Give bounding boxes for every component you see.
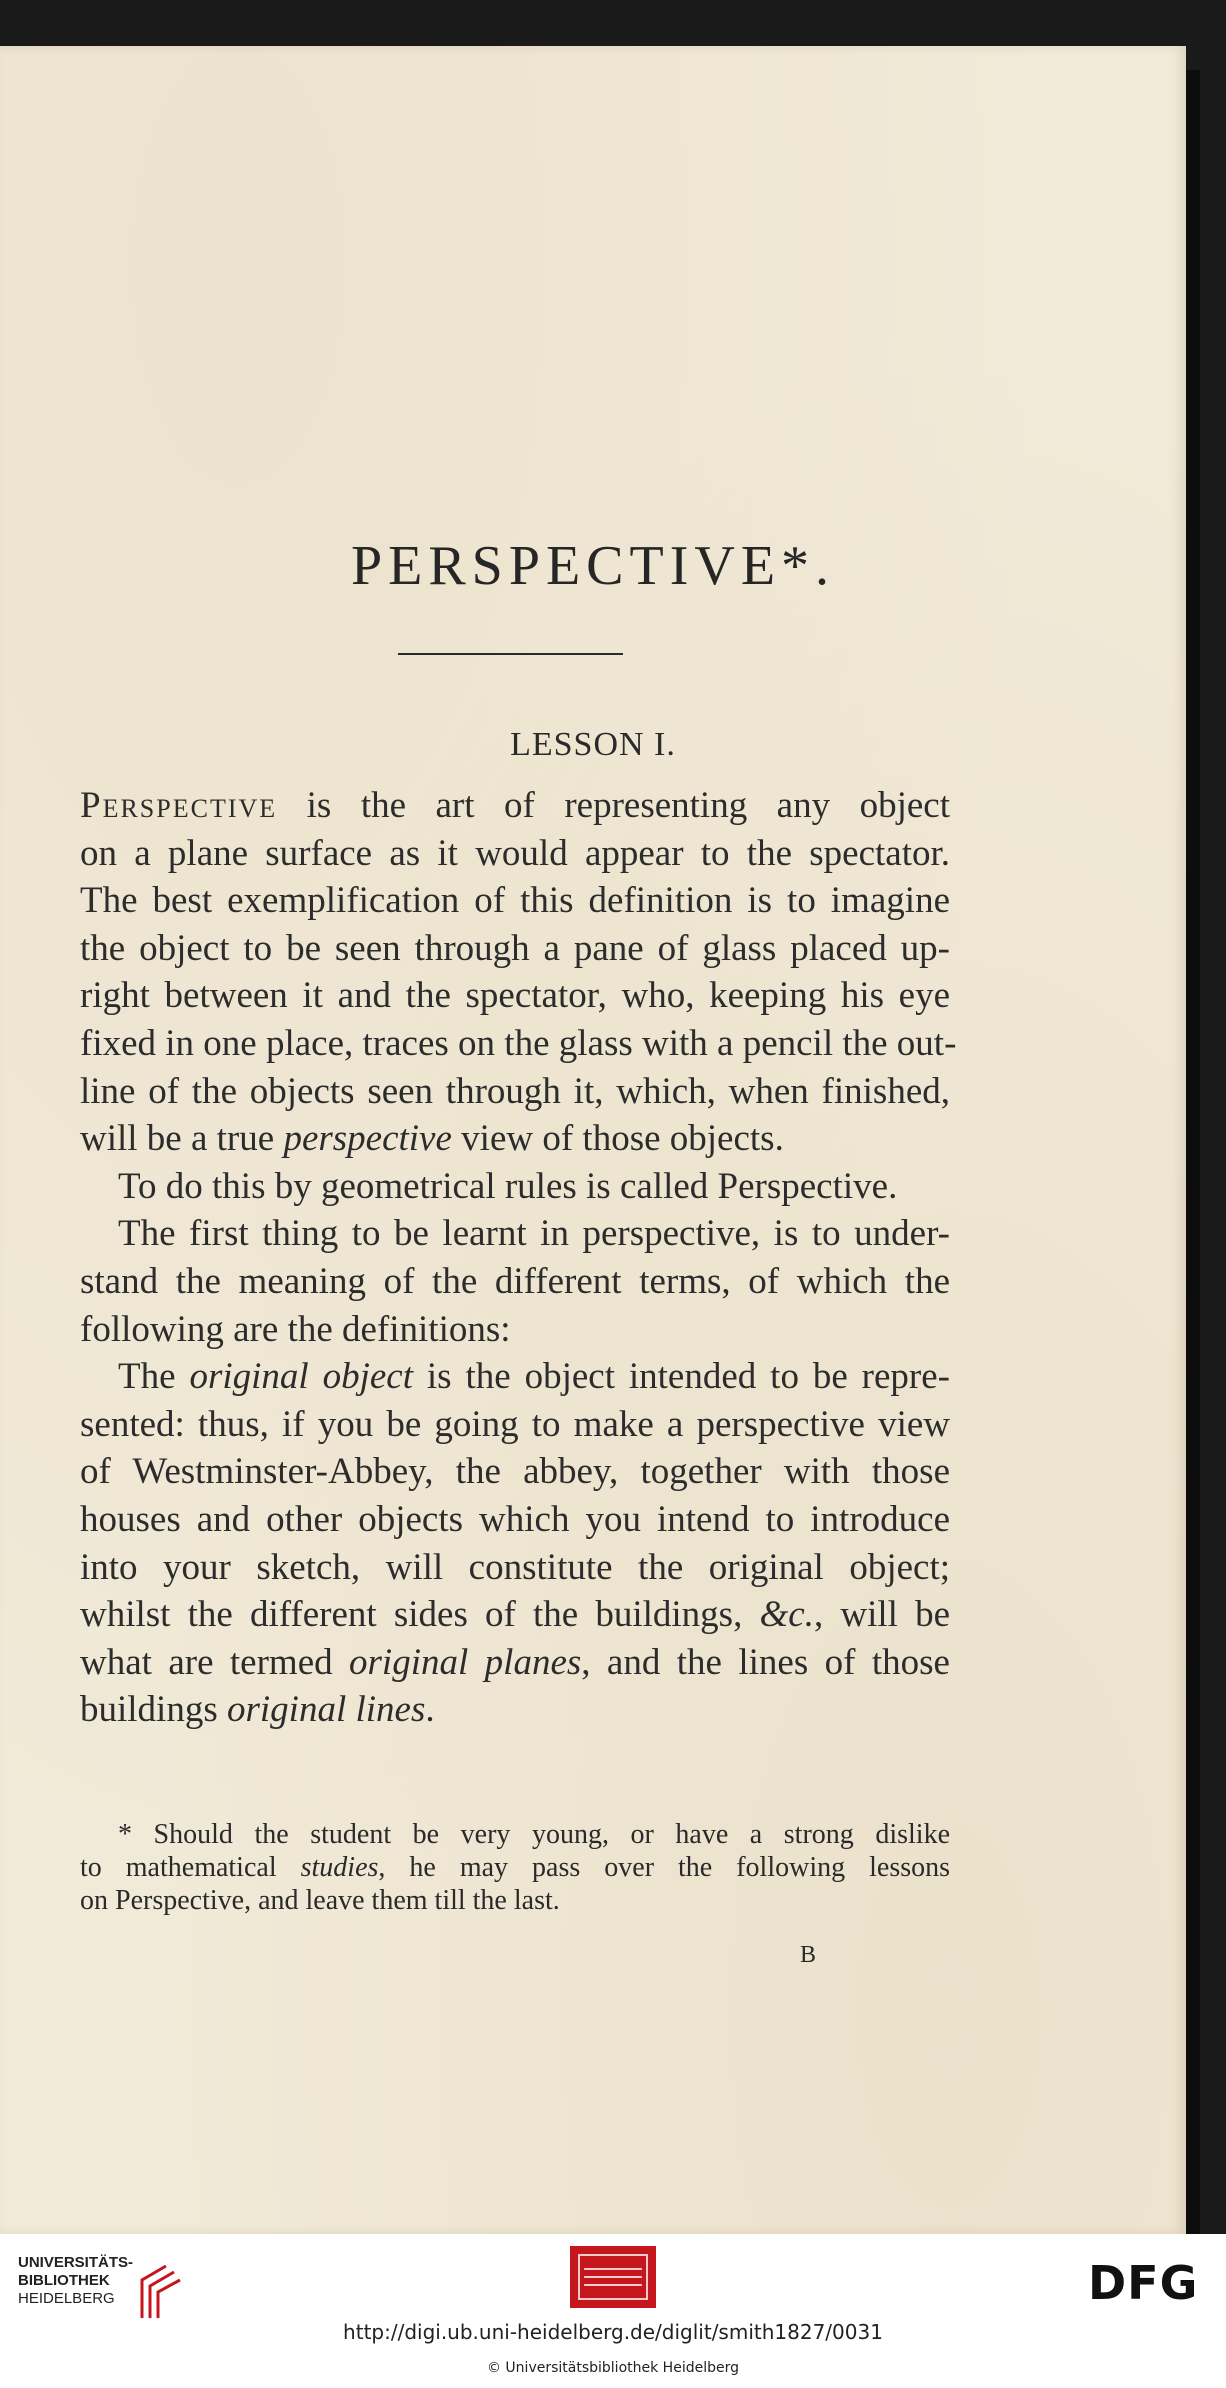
copyright-notice: © Universitätsbibliothek Heidelberg (486, 2360, 739, 2376)
text-run: The best exemplification of this definition is to imagine (80, 880, 950, 922)
text-run: buildings (80, 1689, 227, 1731)
text-run: The first thing to be learnt in perspective, is to under- (118, 1213, 950, 1255)
paragraph-line (80, 1401, 950, 1449)
text-run: into your sketch, will constitute the original object; (80, 1546, 950, 1588)
lesson-heading: LESSON I. (510, 726, 676, 763)
library-mark-icon (136, 2260, 186, 2324)
text-run: sented: thus, if you be going to make a perspective view (80, 1403, 950, 1445)
footnote-line (80, 1818, 950, 1851)
text-run: The (118, 1356, 190, 1398)
footer-bar (0, 2234, 1226, 2388)
paragraph-line (80, 1496, 950, 1544)
paragraph-line (80, 1591, 950, 1639)
text-run: following are the definitions: (80, 1308, 511, 1350)
text-run: stand the meaning of the different terms, of which the (80, 1260, 950, 1302)
page-title: PERSPECTIVE*. (350, 535, 836, 597)
text-run: on a plane surface as it would appear to the spectator. (80, 832, 950, 874)
paragraph-line (80, 1686, 950, 1734)
paragraph-line (80, 1448, 950, 1496)
paragraph-line (80, 830, 950, 878)
scanned-page (0, 46, 1186, 2234)
italic-text: original object (189, 1356, 413, 1398)
paragraph-line (80, 1258, 950, 1306)
footnote-line (80, 1851, 950, 1884)
text-run: , will be (813, 1594, 951, 1636)
library-name-line1: UNIVERSITÄTS- (18, 2254, 134, 2271)
text-run: view of those objects. (451, 1118, 784, 1160)
paragraph-line (80, 1163, 950, 1211)
paragraph-line (80, 1639, 950, 1687)
text-run: is the art of representing any object (277, 785, 950, 826)
small-caps-text: Perspective (80, 785, 278, 826)
body-text (80, 782, 957, 1734)
page-edge-shadow (1186, 70, 1200, 2234)
italic-text: original planes (349, 1641, 582, 1683)
paragraph-line (80, 1115, 950, 1163)
text-run: fixed in one place, traces on the glass with a pencil the out- (80, 1022, 957, 1064)
permalink-url[interactable]: http://digi.ub.uni-heidelberg.de/diglit/smith1827/0031 (343, 2320, 883, 2344)
text-run: on Perspective, and leave them till the last. (80, 1885, 560, 1916)
text-run: * Should the student be very young, or have a strong dislike (118, 1819, 950, 1850)
text-run: , he may pass over the following lessons (378, 1852, 951, 1883)
text-run: will be a true (80, 1118, 284, 1160)
signature-mark: B (800, 1942, 817, 1968)
text-run: what are termed (80, 1641, 350, 1683)
paragraph-line (80, 1353, 950, 1401)
paragraph-line (80, 972, 950, 1020)
text-run: of Westminster-Abbey, the abbey, together with those (80, 1451, 950, 1493)
text-run: . (425, 1689, 435, 1731)
italic-text: studies (300, 1852, 379, 1883)
italic-text: original lines (227, 1689, 426, 1731)
paragraph-line (80, 925, 950, 973)
text-run: right between it and the spectator, who, keeping his eye (80, 975, 950, 1017)
library-name-line3: HEIDELBERG (18, 2290, 115, 2307)
italic-text: perspective (283, 1118, 452, 1160)
paragraph-line (80, 1544, 950, 1592)
paragraph-line (80, 1020, 957, 1068)
text-run: line of the objects seen through it, which, when finished, (80, 1070, 950, 1112)
library-name-line2: BIBLIOTHEK (18, 2272, 110, 2289)
title-rule (398, 653, 623, 655)
text-run: houses and other objects which you intend to introduce (80, 1498, 950, 1540)
text-run: the object to be seen through a pane of glass placed up- (80, 927, 950, 969)
paragraph-line (80, 1306, 950, 1354)
digitization-project-logo[interactable] (570, 2246, 656, 2308)
text-run: whilst the different sides of the buildings, (80, 1594, 760, 1636)
text-run: , and the lines of those (581, 1641, 950, 1683)
text-run: To do this by geometrical rules is called Perspective. (118, 1165, 898, 1207)
university-library-logo[interactable] (18, 2254, 178, 2324)
text-run: is the object intended to be repre- (412, 1356, 950, 1398)
paragraph-line (80, 877, 950, 925)
paragraph-line (80, 782, 950, 830)
italic-text: &c. (759, 1594, 814, 1636)
footnote (80, 1818, 950, 1917)
text-run: to mathematical (80, 1852, 301, 1883)
paragraph-line (80, 1210, 950, 1258)
dfg-logo[interactable]: DFG (1088, 2256, 1199, 2310)
paragraph-line (80, 1068, 950, 1116)
footnote-line (80, 1884, 950, 1917)
